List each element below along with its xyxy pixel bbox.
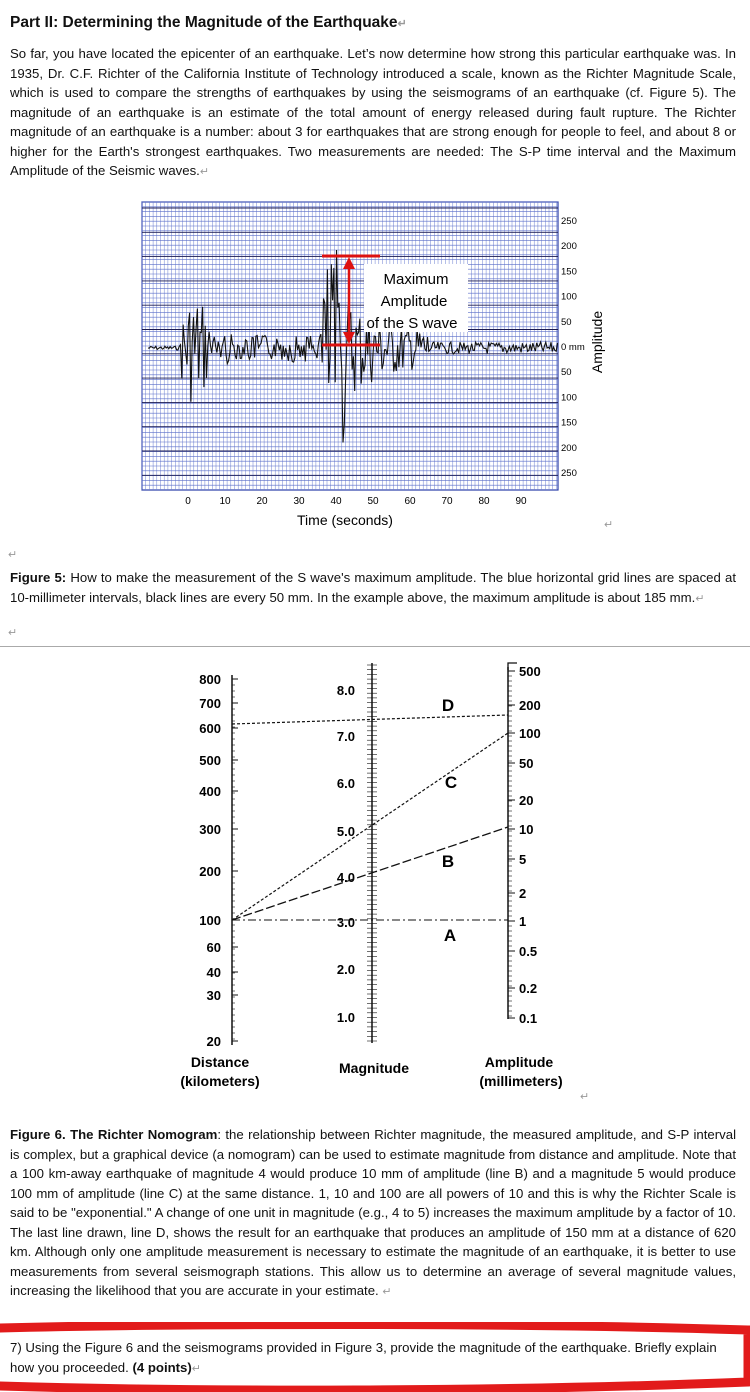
amplitude-tick-label: 0.1 xyxy=(519,1011,538,1026)
time-tick-label: 40 xyxy=(330,496,342,507)
distance-tick-label: 300 xyxy=(199,822,221,837)
intro-paragraph: So far, you have located the epicenter of an earthquake. Let’s now determine how strong this particular earthquake was. In 1935, Dr. C.F. Richter of the California Institute of Technology introduced a scale, known as the Richter Magnitude Scale, which is used to compare the strengths of earthquakes by using the seismograms of an earthquake (cf. Figure 5). The magnitude of an earthquake is an estimate of the total amount of energy released during fault rupture. The Richter magnitude of an earthquake is a number: about 3 for earthquakes that are strong enough for people to feel, and about 8 or higher for the Earth's strongest earthquakes. Two measurements are needed: The S-P time interval and the Maximum Amplitude of the Seismic waves.↵ xyxy=(10,46,736,178)
magnitude-tick-label: 5.0 xyxy=(336,824,355,839)
annotation-line-2: Amplitude xyxy=(380,293,448,310)
line-b xyxy=(232,827,508,920)
time-tick-label: 0 xyxy=(185,496,191,507)
amplitude-label-1: Amplitude xyxy=(484,1054,554,1070)
amplitude-tick-label: 2 xyxy=(519,886,527,901)
time-axis-ticks xyxy=(185,496,527,507)
time-tick-label: 70 xyxy=(441,496,453,507)
magnitude-tick-label: 1.0 xyxy=(336,1010,355,1025)
distance-tick-label: 500 xyxy=(199,753,221,768)
part-heading: Part II: Determining the Magnitude of the Earthquake↵ xyxy=(10,14,407,31)
distance-tick-label: 30 xyxy=(206,988,221,1003)
return-mark: ↵ xyxy=(8,627,18,639)
amplitude-tick-label: 1 xyxy=(519,914,527,929)
time-axis-label: Time (seconds) xyxy=(297,512,393,528)
amplitude-tick-label: 50 xyxy=(519,756,534,771)
amplitude-tick-label: 20 xyxy=(519,793,534,808)
amplitude-tick-label: 150 xyxy=(561,266,577,278)
line-label-d: D xyxy=(441,696,455,715)
line-d xyxy=(232,715,508,724)
amplitude-tick-label: 200 xyxy=(561,241,577,253)
magnitude-tick-label: 4.0 xyxy=(336,870,355,885)
amplitude-tick-label: 200 xyxy=(561,442,577,454)
distance-tick-label: 600 xyxy=(199,721,221,736)
amplitude-tick-label: 250 xyxy=(561,468,577,479)
magnitude-tick-label: 3.0 xyxy=(336,915,355,930)
return-mark: ↵ xyxy=(604,519,614,531)
magnitude-tick-label: 8.0 xyxy=(336,683,355,698)
time-tick-label: 90 xyxy=(515,496,527,507)
amplitude-ticks xyxy=(508,664,541,1026)
amplitude-tick-label: 5 xyxy=(519,852,527,867)
amplitude-scale-bracket xyxy=(508,663,517,670)
distance-tick-label: 700 xyxy=(199,696,221,711)
richter-nomogram xyxy=(165,655,585,1105)
annotation-line-1: Maximum xyxy=(383,271,449,288)
distance-tick-label: 200 xyxy=(199,864,221,879)
distance-tick-label: 100 xyxy=(199,913,221,928)
amplitude-axis-ticks xyxy=(561,216,585,479)
time-tick-label: 50 xyxy=(367,496,379,507)
amplitude-tick-label: 100 xyxy=(561,291,577,303)
amplitude-tick-label: 0.5 xyxy=(519,944,538,959)
magnitude-label: Magnitude xyxy=(339,1060,409,1076)
figure5-caption: Figure 5: How to make the measurement of the S wave's maximum amplitude. The blue horizontal grid lines are spaced at 10-millimeter intervals, black lines are every 50 mm. In the example above, the maximum amplitude is about 185 mm.↵ xyxy=(10,570,737,605)
time-tick-label: 20 xyxy=(256,496,268,507)
amplitude-tick-label: 0 mm xyxy=(561,342,585,353)
page-divider xyxy=(0,646,750,648)
magnitude-tick-label: 6.0 xyxy=(336,776,355,791)
time-tick-label: 10 xyxy=(219,496,231,507)
amplitude-tick-label: 250 xyxy=(561,216,577,227)
amplitude-tick-label: 50 xyxy=(561,316,572,328)
amplitude-tick-label: 50 xyxy=(561,367,572,379)
figure6-caption: Figure 6. The Richter Nomogram: the relationship between Richter magnitude, the measured amplitude, and S-P interval is complex, but a graphical device (a nomogram) can be used to estimate magnitude from distance and amplitude. Note that a 100 km-away earthquake of magnitude 4 would produce 10 mm of amplitude (line B) and a magnitude 5 would produce 100 mm of amplitude (line C) at the same distance. 1, 10 and 100 are all powers of 10 and this is why the Richter Scale is said to be "exponential." A change of one unit in magnitude (e.g., 4 to 5) increases the maximum amplitude by a factor of 10. The last line drawn, line D, shows the result for an earthquake that produces an amplitude of 150 mm at a distance of 620 km. Although only one amplitude measurement is necessary to estimate the magnitude of an earthquake, it is better to use measurements from several seismograph stations. This allow us to determine an average of several magnitude values, increasing the likelihood that you are accurate in your estimate. ↵ xyxy=(10,1127,736,1298)
distance-tick-label: 20 xyxy=(206,1034,221,1049)
seismogram-figure xyxy=(140,200,610,535)
amplitude-label-2: (millimeters) xyxy=(479,1073,563,1089)
time-tick-label: 30 xyxy=(293,496,305,507)
magnitude-tick-label: 2.0 xyxy=(336,962,355,977)
distance-tick-label: 40 xyxy=(206,965,221,980)
amplitude-tick-label: 500 xyxy=(519,664,541,679)
amplitude-tick-label: 150 xyxy=(561,417,577,429)
line-label-c: C xyxy=(444,773,458,792)
return-mark: ↵ xyxy=(580,1091,590,1103)
time-tick-label: 60 xyxy=(404,496,416,507)
distance-label-1: Distance xyxy=(190,1054,250,1070)
time-tick-label: 80 xyxy=(478,496,490,507)
question-7: 7) Using the Figure 6 and the seismograms provided in Figure 3, provide the magnitude of the earthquake. Briefly explain how you proceeded. (4 points)↵ xyxy=(10,1340,717,1375)
amplitude-tick-label: 100 xyxy=(561,392,577,404)
annotation-line-3: of the S wave xyxy=(366,315,458,332)
distance-label-2: (kilometers) xyxy=(180,1073,260,1089)
line-label-a: A xyxy=(443,926,457,945)
amplitude-axis-label: Amplitude xyxy=(589,310,605,374)
distance-tick-label: 800 xyxy=(199,672,221,687)
amplitude-tick-label: 100 xyxy=(519,726,541,741)
amplitude-tick-label: 0.2 xyxy=(519,981,538,996)
distance-tick-label: 60 xyxy=(206,940,221,955)
amplitude-tick-label: 10 xyxy=(519,822,534,837)
line-label-b: B xyxy=(441,852,455,871)
magnitude-ticks xyxy=(337,665,377,1041)
distance-tick-label: 400 xyxy=(199,784,221,799)
magnitude-tick-label: 7.0 xyxy=(336,729,355,744)
amplitude-tick-label: 200 xyxy=(519,698,541,713)
line-c xyxy=(232,733,508,920)
return-mark: ↵ xyxy=(8,549,18,561)
